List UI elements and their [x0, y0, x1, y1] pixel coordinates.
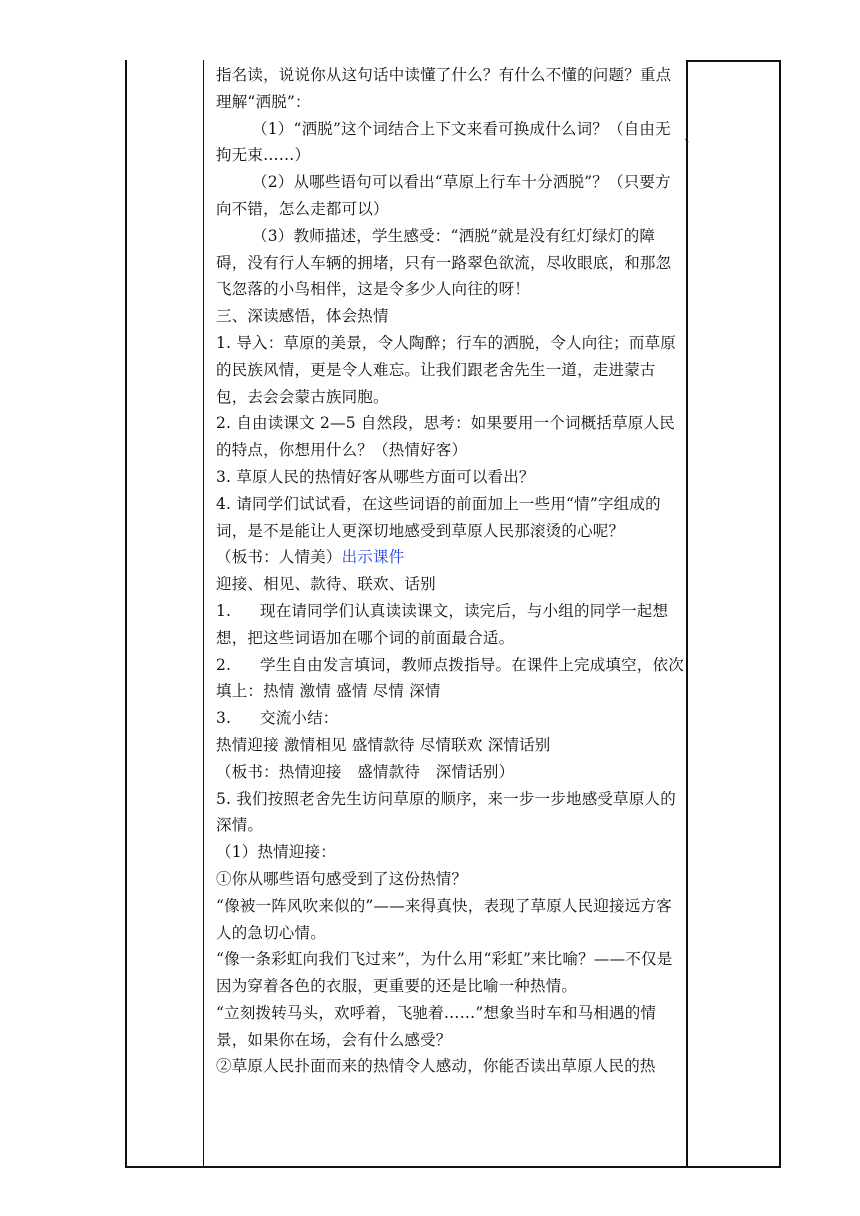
board-note: （板书：人情美）: [216, 548, 342, 567]
table-right-border: [779, 60, 781, 1168]
numbered-item-3: [216, 705, 684, 732]
stray-punctuation-mark: 、: [684, 127, 700, 145]
paragraph-step-1: 1. 导入：草原的美景，令人陶醉；行车的洒脱，令人向往；而草原的民族风情，更是令人难忘。让我们跟老舍先生一道，走进蒙古包，去会会蒙古族同胞。: [216, 333, 676, 406]
lesson-content-cell: [216, 62, 684, 1080]
table-left-border: [125, 60, 127, 1168]
item-number: 3.: [216, 709, 232, 728]
paragraph-intro: 指名读，说说你从这句话中读懂了什么？有什么不懂的问题？重点理解“洒脱”：: [216, 66, 672, 111]
table-bottom-border: [125, 1166, 781, 1168]
paragraph-step-5: 5. 我们按照老舍先生访问草原的顺序，来一步一步地感受草原人的深情。: [216, 789, 676, 835]
paragraph-question-3: （3）教师描述，学生感受：“洒脱”就是没有红灯绿灯的障碍，没有行人车辆的拥堵，只有一路翠色欲流，尽收眼底，和那忽飞忽落的小鸟相伴，这是令多少人向往的呀！: [216, 226, 672, 299]
quote-analysis-2: “像一条彩虹向我们飞过来”，为什么用“彩虹”来比喻？——不仅是因为穿着各色的衣服，更重要的还是比喻一种热情。: [216, 950, 673, 996]
summary-phrases: 热情迎接 激情相见 盛情款待 尽情联欢 深情话别: [216, 735, 551, 754]
section-heading: 三、深读感悟，体会热情: [216, 307, 389, 326]
table-top-border-right-cell: [686, 60, 781, 62]
question-circle-1: ①你从哪些语句感受到了这份热情？: [216, 869, 468, 888]
item-text: 学生自由发言填词，教师点拨指导。在课件上完成填空，依次填上：热情 激情 盛情 尽情 深情: [216, 655, 684, 701]
question-circle-2: ②草原人民扑面而来的热情令人感动，你能否读出草原人民的热: [216, 1057, 656, 1076]
quote-analysis-1: “像被一阵风吹来似的”——来得真快，表现了草原人民迎接远方客人的急切心情。: [216, 896, 672, 942]
board-note-line: [216, 544, 684, 571]
item-number: 2.: [216, 655, 232, 674]
subheading-warm-welcome: （1）热情迎接：: [216, 843, 336, 862]
paragraph-step-3: 3. 草原人民的热情好客从哪些方面可以看出？: [216, 467, 535, 486]
paragraph-question-2: （2）从哪些语句可以看出“草原上行车十分洒脱”？（只要方向不错，怎么走都可以）: [216, 173, 671, 218]
board-summary: （板书：热情迎接 盛情款待 深情话别）: [216, 762, 515, 781]
word-list: 迎接、相见、款待、联欢、话别: [216, 575, 436, 594]
paragraph-step-2: 2. 自由读课文 2—5 自然段，思考：如果要用一个词概括草原人民的特点，你想用什么？（热情好客）: [216, 414, 675, 460]
paragraph-step-4: 4. 请同学们试试看，在这些词语的前面加上一些用“情”字组成的词，是不是能让人更深切地感受到草原人民那滚烫的心呢？: [216, 494, 661, 540]
item-text: 交流小结：: [260, 709, 339, 728]
paragraph-question-1: （1）“洒脱”这个词结合上下文来看可换成什么词？（自由无拘无束……）: [216, 119, 671, 165]
table-column-divider-1: [203, 60, 204, 1168]
item-text: 现在请同学们认真读读课文，读完后，与小组的同学一起想想，把这些词语加在哪个词的前面最合适。: [216, 601, 669, 647]
numbered-item-1: [216, 598, 684, 652]
quote-analysis-3: “立刻拨转马头，欢呼着，飞驰着……”想象当时车和马相遇的情景，如果你在场，会有什么感受？: [216, 1003, 657, 1049]
show-courseware-link[interactable]: 出示课件: [341, 548, 405, 567]
numbered-item-2: [216, 652, 684, 706]
item-number: 1.: [216, 601, 232, 620]
table-column-divider-2: [686, 60, 688, 1168]
